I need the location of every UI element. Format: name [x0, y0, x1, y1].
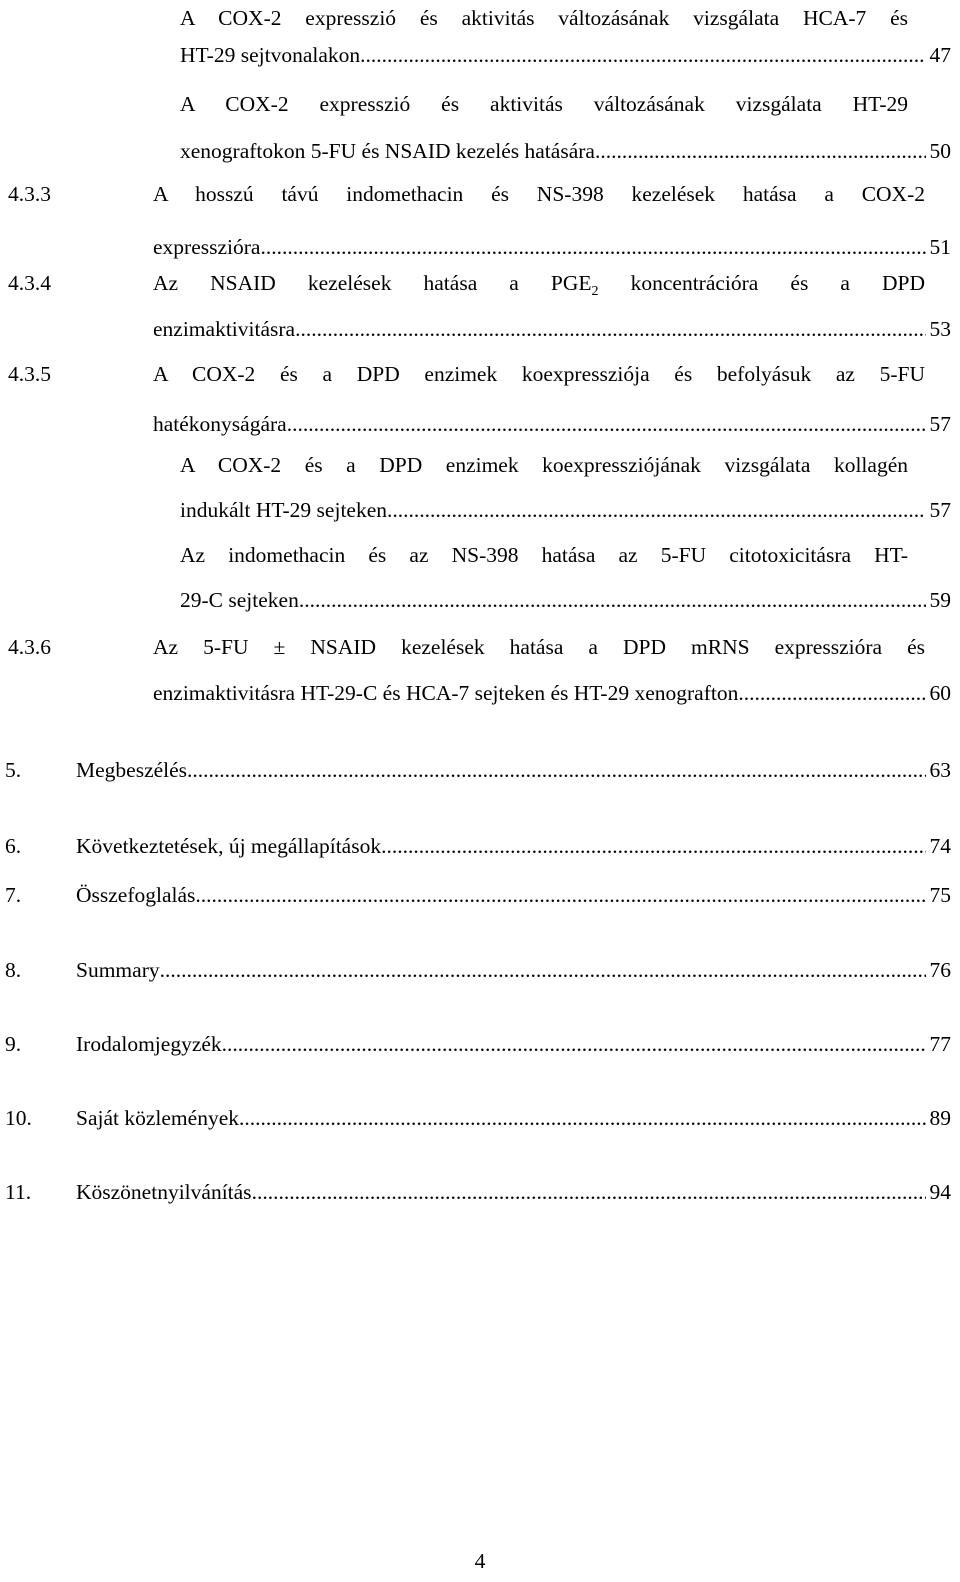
toc-entry-leader-line[interactable] — [153, 232, 951, 262]
toc-chapter-title: Megbeszélés — [76, 758, 188, 782]
leader-dots — [387, 495, 925, 525]
toc-entry-leader-line[interactable] — [180, 495, 951, 525]
toc-page-number: 75 — [929, 883, 951, 907]
toc-section-number: 4.3.5 — [8, 362, 51, 386]
toc-page-number: 50 — [929, 139, 951, 163]
toc-chapter-number: 7. — [5, 883, 22, 907]
toc-chapter-number: 10. — [5, 1106, 32, 1130]
toc-page-number: 51 — [929, 235, 951, 259]
toc-entry-line: A COX-2 és a DPD enzimek koexpressziója és befolyásuk az 5-FU — [153, 362, 925, 386]
toc-entry-title: HT-29 sejtvonalakon — [180, 43, 361, 67]
leader-dots — [195, 880, 925, 910]
leader-dots — [287, 409, 926, 439]
toc-entry-line: A COX-2 expresszió és aktivitás változásának vizsgálata HT-29 — [180, 92, 908, 116]
toc-entry-line: A COX-2 és a DPD enzimek koexpressziójának vizsgálata kollagén — [180, 453, 908, 477]
toc-chapter-number: 6. — [5, 834, 22, 858]
toc-chapter-title: Köszönetnyilvánítás — [76, 1180, 252, 1204]
toc-entry-line: Az NSAID kezelések hatása a $PGE_2$ koncentrációra és a DPD — [153, 271, 925, 299]
leader-dots — [252, 1177, 926, 1207]
toc-chapter-title: Következtetések, új megállapítások — [76, 834, 382, 858]
toc-chapter-entry[interactable] — [76, 1177, 951, 1207]
toc-page-number: 94 — [929, 1180, 951, 1204]
toc-chapter-number: 11. — [5, 1180, 32, 1204]
toc-entry-title: 29-C sejteken — [180, 588, 299, 612]
toc-page-number: 57 — [929, 498, 951, 522]
leader-dots — [160, 955, 926, 985]
toc-entry-line: Az 5-FU ± NSAID kezelések hatása a DPD mRNS expresszióra és — [153, 635, 925, 659]
toc-chapter-number: 8. — [5, 958, 22, 982]
leader-dots — [187, 755, 925, 785]
toc-page-number: 57 — [929, 412, 951, 436]
toc-chapter-entry[interactable] — [76, 880, 951, 910]
leader-dots — [239, 1103, 926, 1133]
leader-dots — [381, 831, 925, 861]
toc-entry-title: expresszióra — [153, 235, 261, 259]
toc-page-number: 77 — [929, 1032, 951, 1056]
leader-dots — [360, 40, 925, 70]
leader-dots — [299, 585, 926, 615]
toc-entry-leader-line[interactable] — [153, 409, 951, 439]
toc-chapter-title: Saját közlemények — [76, 1106, 239, 1130]
leader-dots — [222, 1029, 926, 1059]
toc-page-number: 74 — [929, 834, 951, 858]
toc-entry-leader-line[interactable] — [180, 40, 951, 70]
toc-entry-leader-line[interactable] — [153, 314, 951, 344]
toc-chapter-number: 5. — [5, 758, 22, 782]
toc-page-number: 60 — [929, 681, 951, 705]
toc-page-number: 53 — [929, 317, 951, 341]
toc-chapter-title: Összefoglalás — [76, 883, 196, 907]
toc-chapter-title: Summary — [76, 958, 160, 982]
page-number: 4 — [474, 1549, 486, 1573]
toc-chapter-entry[interactable] — [76, 831, 951, 861]
toc-entry-leader-line[interactable] — [153, 678, 951, 708]
toc-entry-title: indukált HT-29 sejteken — [180, 498, 388, 522]
toc-chapter-entry[interactable] — [76, 1029, 951, 1059]
toc-entry-line: Az indomethacin és az NS-398 hatása az 5-FU citotoxicitásra HT- — [180, 543, 908, 567]
toc-entry-title: enzimaktivitásra HT-29-C és HCA-7 sejteken és HT-29 xenografton — [153, 681, 739, 705]
leader-dots — [260, 232, 925, 262]
toc-page-number: 47 — [929, 43, 951, 67]
toc-entry-title: hatékonyságára — [153, 412, 287, 436]
toc-page-number: 63 — [929, 758, 951, 782]
leader-dots — [595, 136, 926, 166]
toc-section-number: 4.3.4 — [8, 271, 51, 295]
toc-chapter-entry[interactable] — [76, 955, 951, 985]
toc-entry-leader-line[interactable] — [180, 136, 951, 166]
leader-dots — [295, 314, 925, 344]
toc-entry-leader-line[interactable] — [180, 585, 951, 615]
toc-entry-line: A COX-2 expresszió és aktivitás változásának vizsgálata HCA-7 és — [180, 6, 908, 30]
toc-chapter-entry[interactable] — [76, 755, 951, 785]
toc-page-number: 76 — [929, 958, 951, 982]
leader-dots — [738, 678, 925, 708]
toc-section-number: 4.3.3 — [8, 182, 51, 206]
toc-page-number: 89 — [929, 1106, 951, 1130]
toc-entry-title: xenograftokon 5-FU és NSAID kezelés hatására — [180, 139, 595, 163]
toc-entry-title: enzimaktivitásra — [153, 317, 296, 341]
toc-chapter-entry[interactable] — [76, 1103, 951, 1133]
toc-chapter-number: 9. — [5, 1032, 22, 1056]
toc-page-number: 59 — [929, 588, 951, 612]
toc-entry-line: A hosszú távú indomethacin és NS-398 kezelések hatása a COX-2 — [153, 182, 925, 206]
toc-section-number: 4.3.6 — [8, 635, 51, 659]
toc-chapter-title: Irodalomjegyzék — [76, 1032, 222, 1056]
